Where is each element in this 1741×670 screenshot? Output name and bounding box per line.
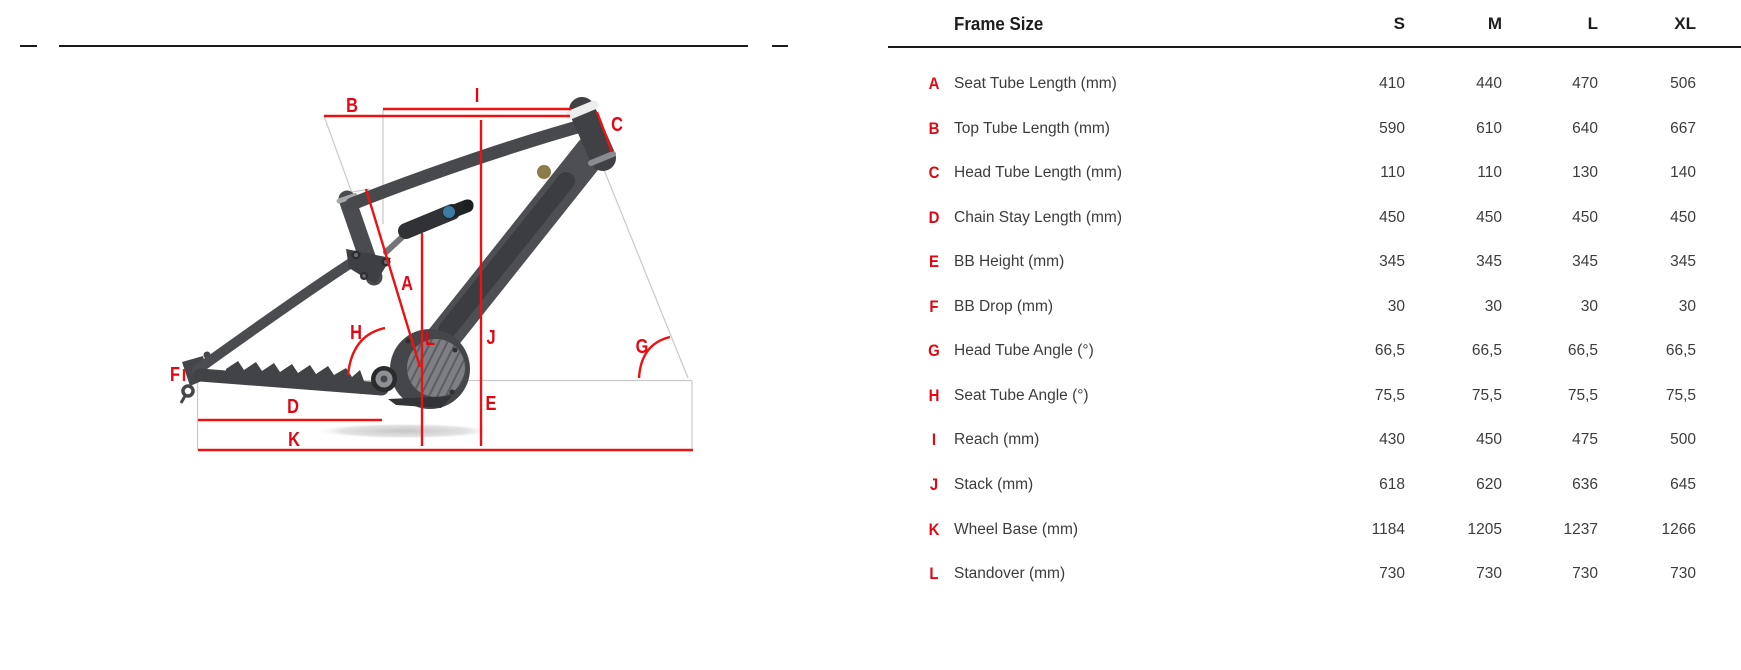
- row-value: 410: [1379, 75, 1405, 92]
- row-value: 450: [1476, 209, 1502, 226]
- row-value: 610: [1476, 120, 1502, 137]
- row-value: 430: [1379, 431, 1405, 448]
- diagram-label-H: H: [350, 322, 362, 344]
- row-value: 75,5: [1471, 387, 1502, 404]
- row-value: 30: [1678, 298, 1696, 315]
- row-value: 66,5: [1471, 342, 1502, 359]
- row-value: 66,5: [1665, 342, 1696, 359]
- row-value: 475: [1572, 431, 1598, 448]
- row-value: 730: [1379, 565, 1405, 582]
- diagram-label-E: E: [485, 393, 497, 415]
- table-row: [0, 429, 1741, 451]
- diagram-label-A: A: [401, 273, 413, 295]
- column-header-xl: XL: [1674, 14, 1696, 33]
- row-value: 667: [1670, 120, 1696, 137]
- header-rule: [888, 46, 1741, 48]
- row-value: 450: [1670, 209, 1696, 226]
- row-label: Head Tube Length (mm): [954, 164, 1123, 181]
- table-row: [0, 474, 1741, 496]
- row-key-letter: B: [928, 119, 940, 138]
- table-title: Frame Size: [954, 14, 1044, 34]
- row-value: 75,5: [1665, 387, 1696, 404]
- row-key-letter: H: [928, 386, 940, 405]
- column-header-m: M: [1487, 14, 1502, 33]
- column-header-s: S: [1393, 14, 1405, 33]
- diagram-label-J: J: [486, 327, 496, 349]
- row-key-letter: A: [928, 74, 940, 93]
- table-row: [0, 563, 1741, 585]
- row-value: 345: [1572, 253, 1598, 270]
- row-value: 450: [1476, 431, 1502, 448]
- row-value: 450: [1379, 209, 1405, 226]
- row-value: 345: [1379, 253, 1405, 270]
- row-label: Standover (mm): [954, 565, 1066, 582]
- table-row: [0, 340, 1741, 362]
- row-key-letter: G: [928, 341, 940, 360]
- row-value: 1184: [1371, 521, 1405, 538]
- diagram-label-L: L: [424, 328, 436, 350]
- row-value: 75,5: [1567, 387, 1598, 404]
- row-value: 140: [1670, 164, 1696, 181]
- row-label: BB Height (mm): [954, 253, 1065, 270]
- table-row: [0, 296, 1741, 318]
- row-value: 130: [1572, 164, 1598, 181]
- row-key-letter: J: [929, 475, 939, 494]
- table-row: [0, 519, 1741, 541]
- row-value: 345: [1476, 253, 1502, 270]
- row-value: 66,5: [1374, 342, 1405, 359]
- diagram-label-C: C: [611, 114, 623, 136]
- row-value: 730: [1572, 565, 1598, 582]
- table-row: [0, 207, 1741, 229]
- row-value: 470: [1572, 75, 1598, 92]
- row-key-letter: K: [928, 520, 940, 539]
- column-header-l: L: [1587, 14, 1598, 33]
- row-value: 506: [1670, 75, 1696, 92]
- table-row: [0, 251, 1741, 273]
- row-value: 620: [1476, 476, 1502, 493]
- row-value: 66,5: [1567, 342, 1598, 359]
- diagram-label-I: I: [474, 85, 480, 107]
- row-key-letter: I: [931, 430, 937, 449]
- row-value: 345: [1670, 253, 1696, 270]
- row-label: Seat Tube Angle (°): [954, 387, 1089, 404]
- row-key-letter: L: [929, 564, 939, 583]
- row-label: Chain Stay Length (mm): [954, 209, 1122, 226]
- row-value: 30: [1484, 298, 1502, 315]
- row-label: Head Tube Angle (°): [954, 342, 1094, 359]
- table-row: [0, 385, 1741, 407]
- diagram-label-B: B: [346, 95, 358, 117]
- row-value: 730: [1476, 565, 1502, 582]
- row-value: 30: [1387, 298, 1405, 315]
- row-label: Seat Tube Length (mm): [954, 75, 1117, 92]
- row-value: 450: [1572, 209, 1598, 226]
- table-row: [0, 118, 1741, 140]
- row-value: 640: [1572, 120, 1598, 137]
- diagram-label-G: G: [635, 336, 649, 358]
- row-label: BB Drop (mm): [954, 298, 1054, 315]
- row-label: Stack (mm): [954, 476, 1034, 493]
- row-value: 110: [1477, 164, 1502, 181]
- row-value: 636: [1572, 476, 1598, 493]
- row-value: 645: [1670, 476, 1696, 493]
- row-key-letter: F: [929, 297, 939, 316]
- table-row: [0, 162, 1741, 184]
- diagram-label-D: D: [287, 396, 299, 418]
- row-value: 75,5: [1374, 387, 1405, 404]
- row-value: 590: [1379, 120, 1405, 137]
- row-value: 1205: [1467, 521, 1502, 538]
- row-key-letter: E: [929, 252, 939, 271]
- row-value: 1266: [1661, 521, 1696, 538]
- diagram-label-K: K: [288, 429, 300, 451]
- row-label: Top Tube Length (mm): [954, 120, 1110, 137]
- row-label: Reach (mm): [954, 431, 1040, 448]
- row-value: 30: [1580, 298, 1598, 315]
- row-value: 730: [1670, 565, 1696, 582]
- row-label: Wheel Base (mm): [954, 521, 1079, 538]
- row-value: 618: [1379, 476, 1405, 493]
- diagram-label-F: F: [169, 364, 181, 386]
- row-key-letter: C: [928, 163, 940, 182]
- row-key-letter: D: [928, 208, 940, 227]
- row-value: 440: [1476, 75, 1502, 92]
- table-row: [0, 73, 1741, 95]
- row-value: 500: [1670, 431, 1696, 448]
- row-value: 110: [1380, 164, 1405, 181]
- row-value: 1237: [1563, 521, 1598, 538]
